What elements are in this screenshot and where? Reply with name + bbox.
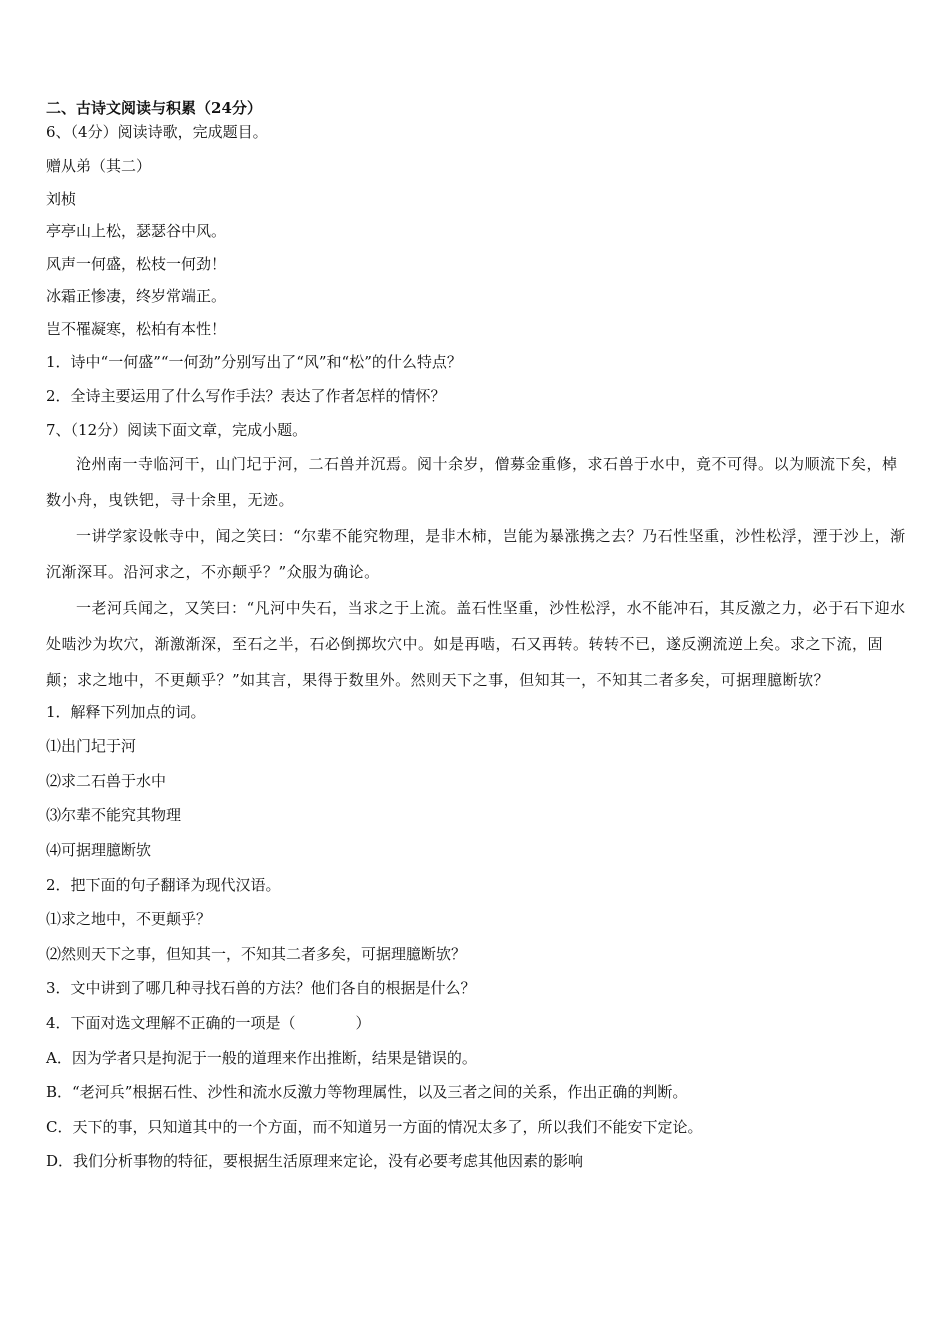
passage-paragraph: 一讲学家设帐寺中，闻之笑曰：“尔辈不能究物理，是非木柿，岂能为暴涨携之去？乃石性坚重，沙性松浮，湮于沙上，渐沉渐深耳。沿河求之，不亦颠乎？”众服为确论。 <box>46 526 906 581</box>
poem-title: 赠从弟（其二） <box>46 157 152 175</box>
question-7-1-item: ⑵求二石兽于水中 <box>46 771 167 790</box>
option-c: C．天下的事，只知道其中的一个方面，而不知道另一方面的情况太多了，所以我们不能安下定论。 <box>46 1117 703 1136</box>
poem-line: 亭亭山上松，瑟瑟谷中风。 <box>46 222 227 241</box>
question-7-4-prompt-start: 4．下面对选文理解不正确的一项是（ <box>46 1013 296 1032</box>
question-7-1-prompt: 1．解释下列加点的词。 <box>46 702 206 721</box>
question-7-3-prompt: 3．文中讲到了哪几种寻找石兽的方法？他们各自的根据是什么？ <box>46 979 476 998</box>
poem-author: 刘桢 <box>46 189 77 208</box>
question-7-4-prompt-end: ） <box>355 1013 371 1032</box>
passage-paragraph: 沧州南一寺临河干，山门圮于河，二石兽并沉焉。阅十余岁，僧募金重修，求石兽于水中，竟不可得。以为顺流下矣，棹数小舟，曳铁钯，寻十余里，无迹。 <box>46 454 898 509</box>
question-7-1-item: ⑴出门圮于河 <box>46 737 137 756</box>
question-7-2-prompt: 2．把下面的句子翻译为现代汉语。 <box>46 875 281 894</box>
question-7-4-prompt <box>46 1013 908 1033</box>
question-6-intro: 6、（4分）阅读诗歌，完成题目。 <box>46 123 268 141</box>
question-7-1-item: ⑷可据理臆断欤 <box>46 840 152 859</box>
poem-line: 岂不罹凝寒，松柏有本性！ <box>46 319 227 338</box>
poem-line: 风声一何盛，松枝一何劲！ <box>46 254 227 273</box>
option-a: A．因为学者只是拘泥于一般的道理来作出推断，结果是错误的。 <box>46 1048 477 1067</box>
question-7-2-item: ⑵然则天下之事，但知其一，不知其二者多矣，可据理臆断欤？ <box>46 944 467 963</box>
document-page <box>46 98 908 1186</box>
question-7-1-item: ⑶尔辈不能究其物理 <box>46 806 182 825</box>
question-7-intro: 7、（12分）阅读下面文章，完成小题。 <box>46 420 308 439</box>
option-d: D．我们分析事物的特征，要根据生活原理来定论，没有必要考虑其他因素的影响 <box>46 1152 584 1171</box>
passage-paragraph: 一老河兵闻之，又笑曰：“凡河中失石，当求之于上流。盖石性坚重，沙性松浮，水不能冲石，其反激之力，必于石下迎水处啮沙为坎穴，渐激渐深，至石之半，石必倒掷坎穴中。如是再啮，石又再转。转转不已，遂反溯流逆上矣。求之下流，固颠；求之地中，不更颠乎？”如其言，果得于数里外。然则天下之事，但知其一，不知其二者多矣，可据理臆断欤？ <box>46 598 906 689</box>
poem-line: 冰霜正惨凄，终岁常端正。 <box>46 287 227 306</box>
question-6-1: 1．诗中“一何盛”“一何劲”分别写出了“风”和“松”的什么特点？ <box>46 352 462 371</box>
question-6-2: 2．全诗主要运用了什么写作手法？表达了作者怎样的情怀？ <box>46 386 446 405</box>
option-b: B．“老河兵”根据石性、沙性和流水反激力等物理属性，以及三者之间的关系，作出正确的判断。 <box>46 1083 688 1102</box>
section-title: 二、古诗文阅读与积累（24分） <box>46 99 262 117</box>
question-7-2-item: ⑴求之地中，不更颠乎？ <box>46 910 212 929</box>
